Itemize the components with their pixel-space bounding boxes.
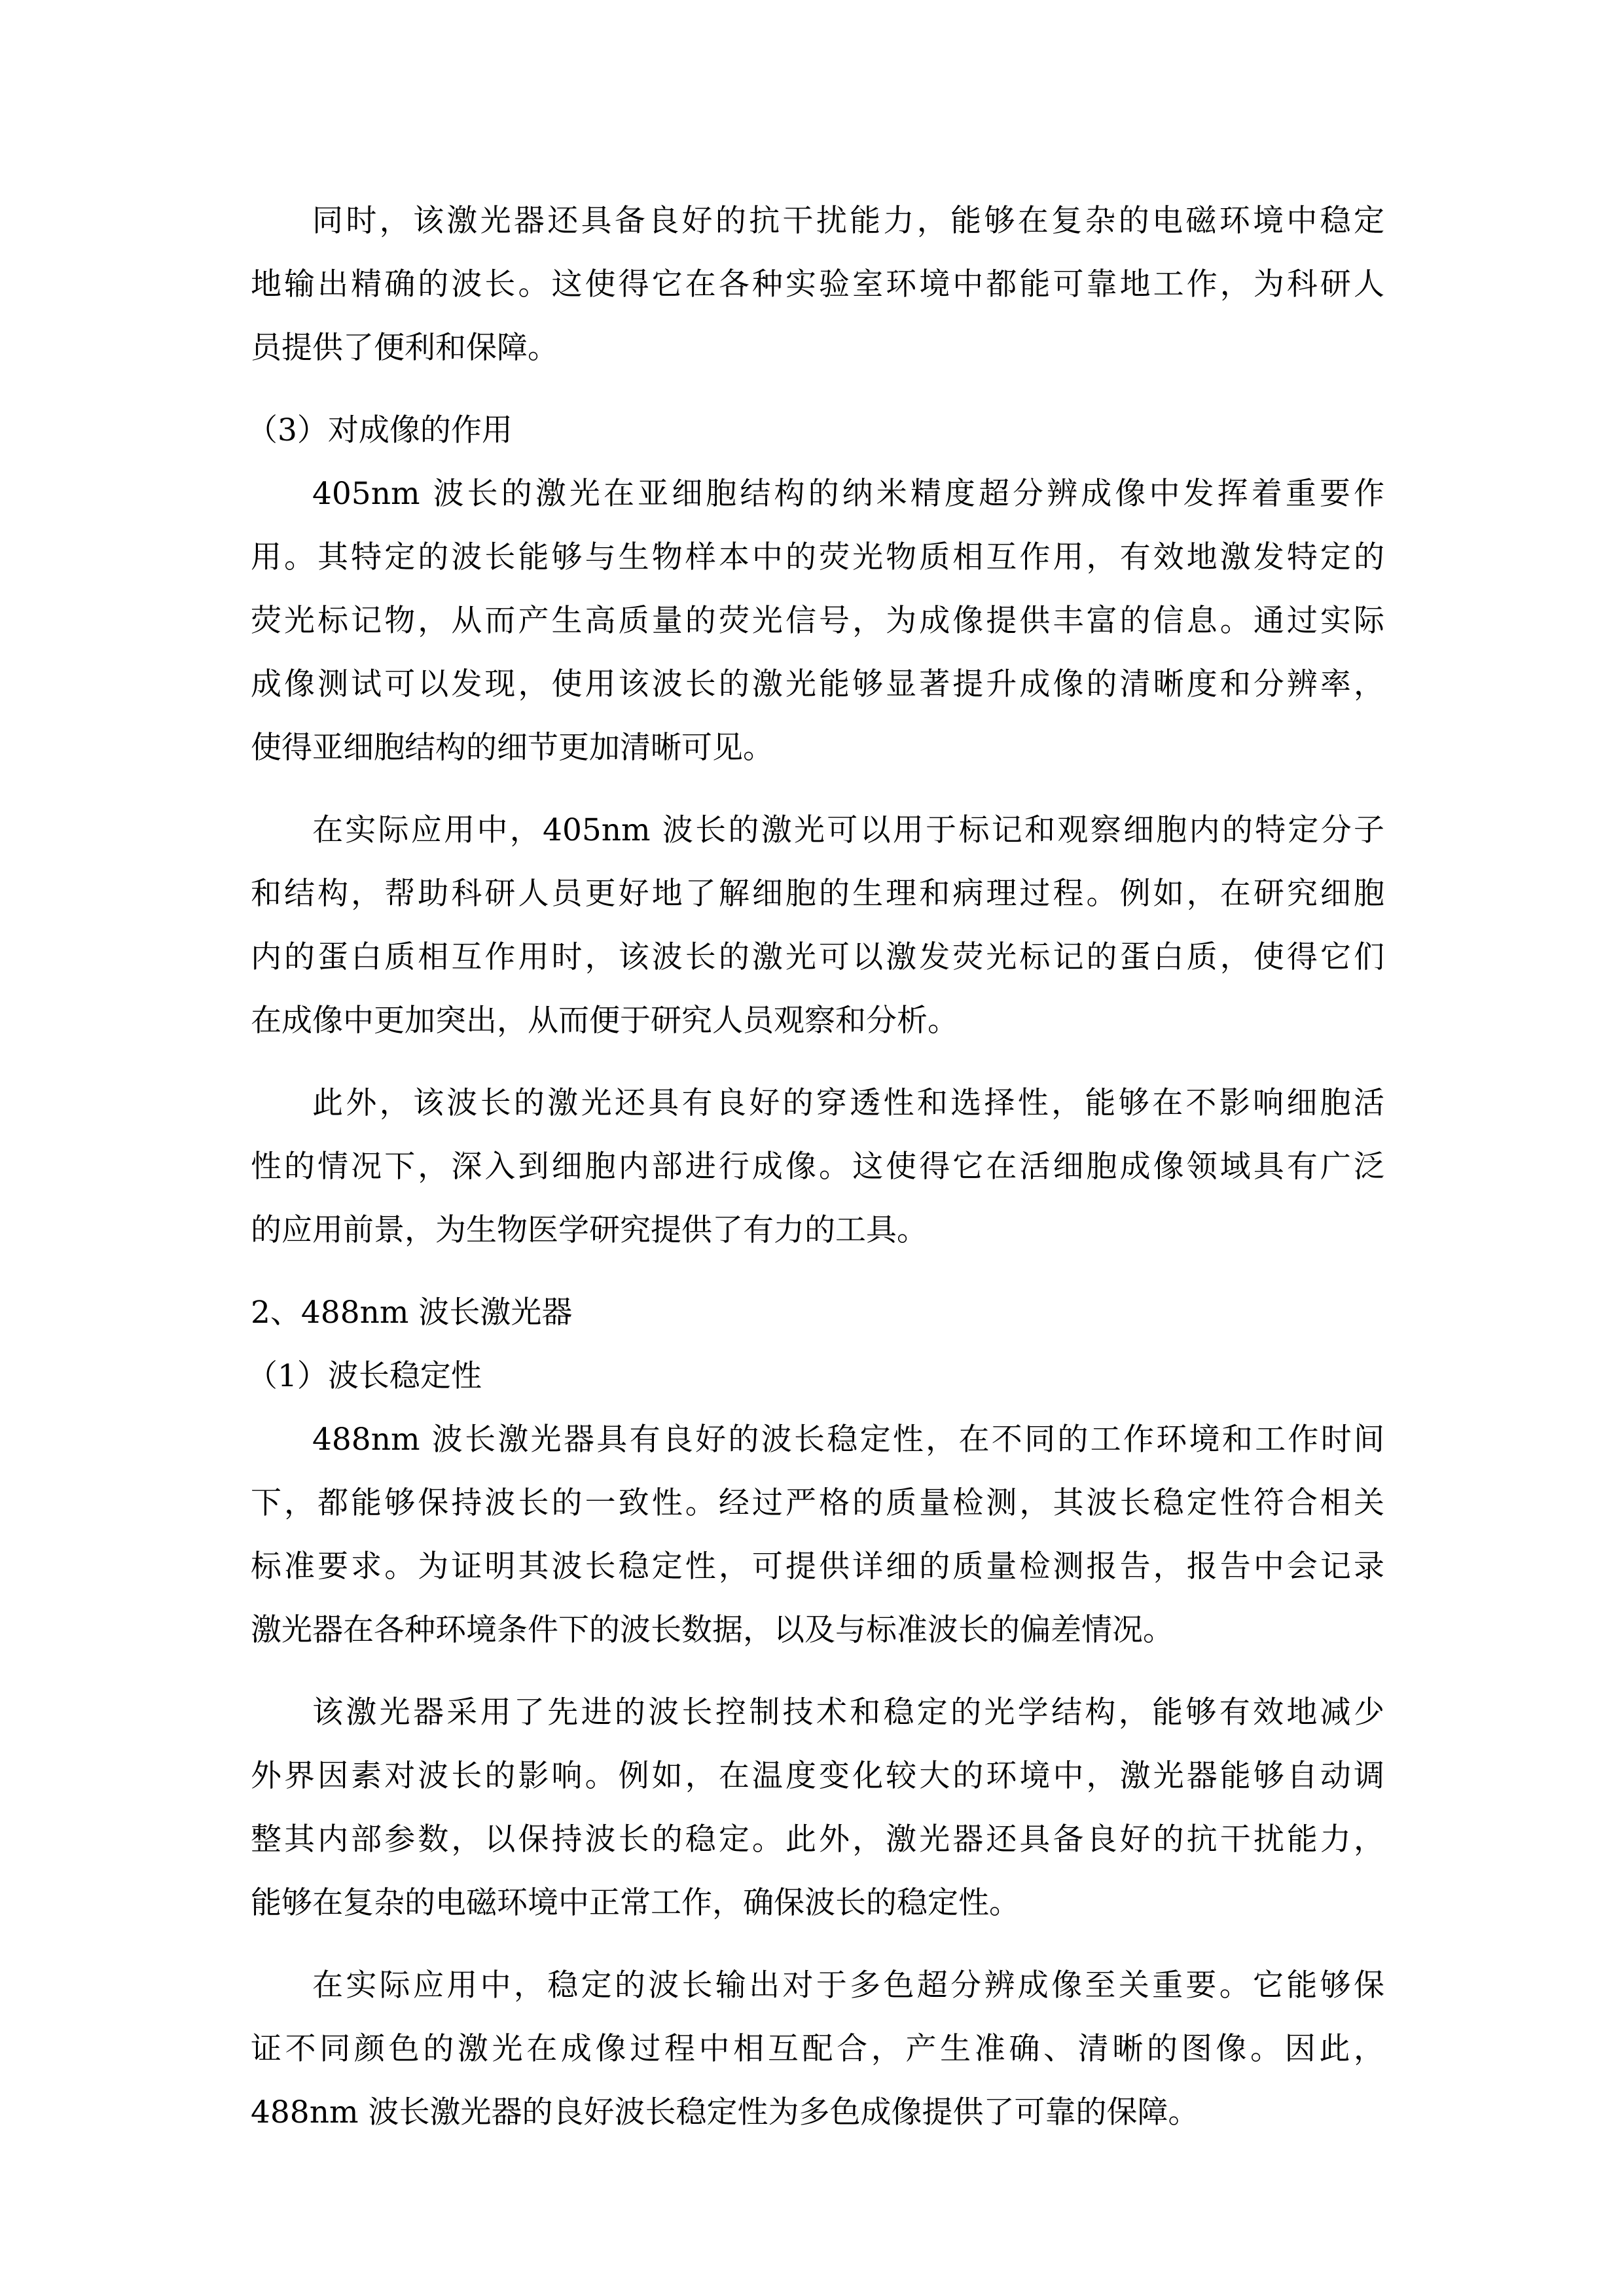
text-line: 此外，该波长的激光还具有良好的穿透性和选择性，能够在不影响细胞活 <box>312 1085 1384 1121</box>
text-line: 和结构，帮助科研人员更好地了解细胞的生理和病理过程。例如，在研究细胞 <box>251 876 1384 912</box>
text-line: 在实际应用中，稳定的波长输出对于多色超分辨成像至关重要。它能够保 <box>312 1967 1384 2003</box>
text-line: （3）对成像的作用 <box>247 412 513 448</box>
text-line: 488nm 波长激光器的良好波长稳定性为多色成像提供了可靠的保障。 <box>251 2094 1199 2130</box>
paragraph <box>251 189 1384 380</box>
text-line: 员提供了便利和保障。 <box>251 330 558 366</box>
text-line: 证不同颜色的激光在成像过程中相互配合，产生准确、清晰的图像。因此， <box>251 2031 1384 2067</box>
text-line: 地输出精确的波长。这使得它在各种实验室环境中都能可靠地工作，为科研人 <box>251 266 1384 302</box>
text-line: 同时，该激光器还具备良好的抗干扰能力，能够在复杂的电磁环境中稳定 <box>312 203 1384 239</box>
subsection-heading <box>247 1344 1384 1408</box>
text-line: 该激光器采用了先进的波长控制技术和稳定的光学结构，能够有效地减少 <box>312 1695 1384 1731</box>
text-line: 的应用前景，为生物医学研究提供了有力的工具。 <box>251 1212 928 1248</box>
document-body <box>247 189 1384 2163</box>
subsection-heading <box>247 399 1384 462</box>
paragraph <box>251 1681 1384 1935</box>
paragraph <box>251 1954 1384 2144</box>
text-line: 488nm 波长激光器具有良好的波长稳定性，在不同的工作环境和工作时间 <box>312 1422 1384 1458</box>
text-line: 内的蛋白质相互作用时，该波长的激光可以激发荧光标记的蛋白质，使得它们 <box>251 939 1384 975</box>
section-heading <box>251 1281 1384 1344</box>
text-line: 外界因素对波长的影响。例如，在温度变化较大的环境中，激光器能够自动调 <box>251 1758 1384 1794</box>
paragraph <box>251 1408 1384 1662</box>
paragraph <box>251 798 1384 1052</box>
text-line: 用。其特定的波长能够与生物样本中的荧光物质相互作用，有效地激发特定的 <box>251 539 1384 575</box>
text-line: 荧光标记物，从而产生高质量的荧光信号，为成像提供丰富的信息。通过实际 <box>251 603 1384 639</box>
text-line: 成像测试可以发现，使用该波长的激光能够显著提升成像的清晰度和分辨率， <box>251 666 1384 702</box>
text-line: 激光器在各种环境条件下的波长数据，以及与标准波长的偏差情况。 <box>251 1612 1174 1648</box>
paragraph <box>251 462 1384 780</box>
text-line: 使得亚细胞结构的细节更加清晰可见。 <box>251 730 774 766</box>
text-line: 在成像中更加突出，从而便于研究人员观察和分析。 <box>251 1003 958 1039</box>
text-line: 整其内部参数，以保持波长的稳定。此外，激光器还具备良好的抗干扰能力， <box>251 1821 1384 1857</box>
text-line: 405nm 波长的激光在亚细胞结构的纳米精度超分辨成像中发挥着重要作 <box>312 476 1384 512</box>
text-line: （1）波长稳定性 <box>247 1358 482 1394</box>
text-line: 能够在复杂的电磁环境中正常工作，确保波长的稳定性。 <box>251 1885 1020 1921</box>
paragraph <box>251 1071 1384 1262</box>
text-line: 性的情况下，深入到细胞内部进行成像。这使得它在活细胞成像领域具有广泛 <box>251 1149 1384 1185</box>
text-line: 在实际应用中，405nm 波长的激光可以用于标记和观察细胞内的特定分子 <box>312 812 1384 848</box>
text-line: 2、488nm 波长激光器 <box>251 1295 573 1331</box>
text-line: 下，都能够保持波长的一致性。经过严格的质量检测，其波长稳定性符合相关 <box>251 1485 1384 1521</box>
text-line: 标准要求。为证明其波长稳定性，可提供详细的质量检测报告，报告中会记录 <box>251 1549 1384 1585</box>
